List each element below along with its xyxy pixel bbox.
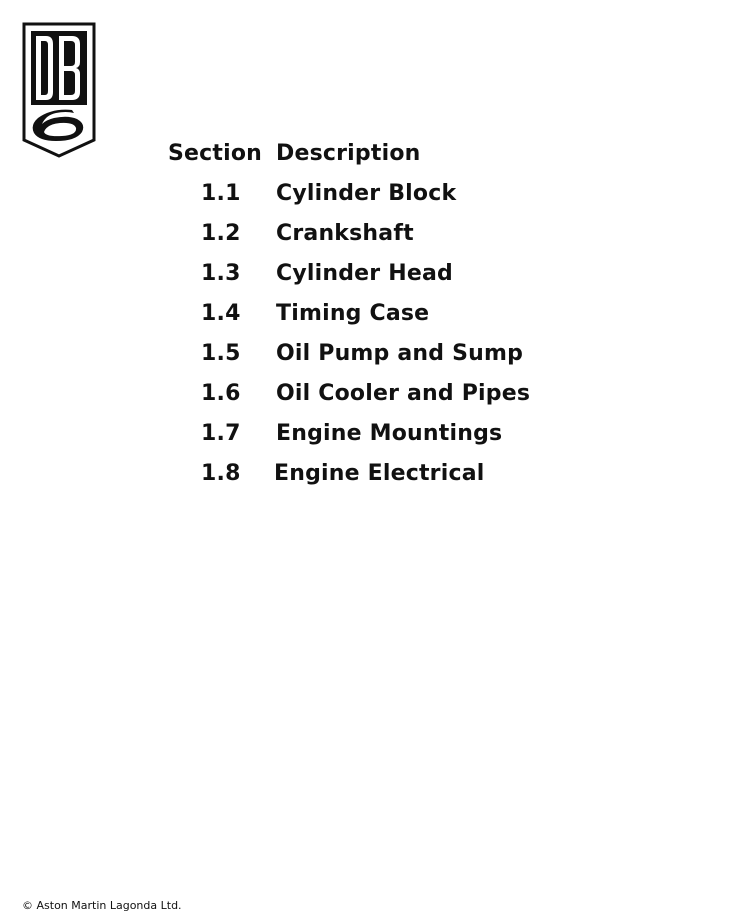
toc-row — [0, 461, 737, 493]
section-number: 1.4 — [201, 301, 241, 326]
toc-row — [0, 181, 737, 213]
toc-row — [0, 301, 737, 333]
section-title: Oil Cooler and Pipes — [276, 381, 531, 406]
section-number: 1.1 — [201, 181, 241, 206]
description-column-header: Description — [276, 141, 421, 166]
toc-row — [0, 421, 737, 453]
section-column-header: Section — [168, 141, 263, 166]
section-title: Cylinder Block — [276, 181, 457, 206]
section-number: 1.5 — [201, 341, 241, 366]
section-title: Engine Electrical — [274, 461, 485, 486]
toc-header-row — [0, 141, 737, 173]
section-number: 1.7 — [201, 421, 241, 446]
section-title: Oil Pump and Sump — [276, 341, 524, 366]
section-number: 1.8 — [201, 461, 241, 486]
section-title: Timing Case — [276, 301, 430, 326]
section-title: Engine Mountings — [276, 421, 503, 446]
toc-row — [0, 221, 737, 253]
db6-logo — [22, 22, 96, 158]
copyright-footer: © Aston Martin Lagonda Ltd. — [22, 899, 182, 912]
toc-row — [0, 261, 737, 293]
section-number: 1.2 — [201, 221, 241, 246]
section-title: Cylinder Head — [276, 261, 453, 286]
section-number: 1.3 — [201, 261, 241, 286]
toc-row — [0, 341, 737, 373]
section-number: 1.6 — [201, 381, 241, 406]
toc-row — [0, 381, 737, 413]
section-title: Crankshaft — [276, 221, 414, 246]
